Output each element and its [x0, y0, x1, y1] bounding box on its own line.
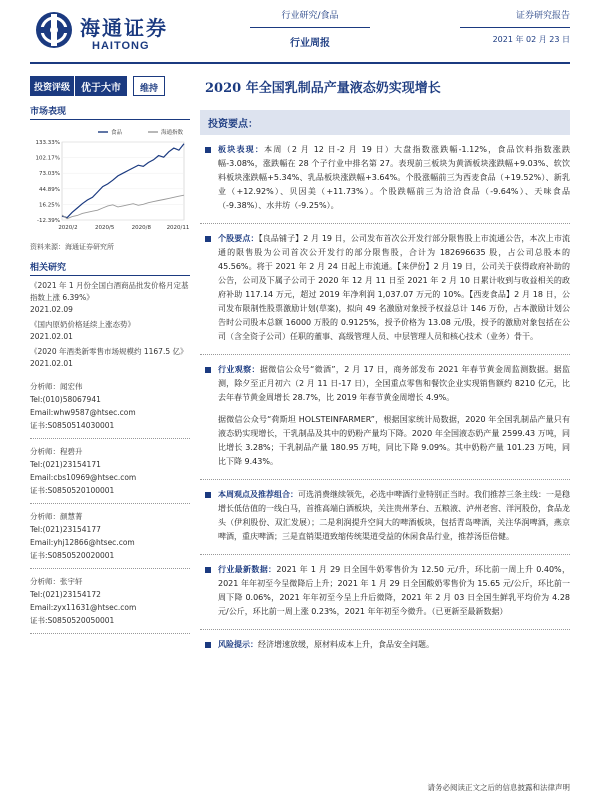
- legend-label: 海通指数: [161, 130, 184, 136]
- bullet-label: 行业最新数据：: [218, 565, 277, 574]
- section-divider: [200, 223, 570, 224]
- report-title: 2020 年全国乳制品产量液态奶实现增长: [205, 81, 441, 96]
- bullet-label: 本周观点及推荐组合：: [218, 490, 298, 499]
- market-heading: 市场表现: [30, 104, 190, 120]
- bullet-square-icon: [205, 492, 211, 498]
- y-tick-label: 16.25%: [39, 202, 60, 209]
- analyst-tel: Tel:(010)58067941: [30, 395, 101, 404]
- analyst-cert: 证书:S0850514030001: [30, 421, 115, 430]
- analyst-cert: 证书:S0850520050001: [30, 616, 115, 625]
- series-line-food: [62, 144, 184, 218]
- bullet-text: 【良品铺子】2 月 19 日，公司发布首次公开发行部分限售股上市流通公告，本次上市流通的限售股为公司首次公开发行的部分限售股，合计为 182696635 股，占公司总股本的 45.56%。将于 2021 年 2 月 24 日起上市流通。【来伊份】2 月 19 日，公司关于获得政府补助的公告，公司及下属子公司于 2020 年 12 月 11 日至 2021 年 2 月 10 日累计收到与收益相关的政府补助 117.14 万元，超过 2019 年净利润 1,037.07 万元的 10%。【西麦食品】2 月 18 日，公司发布限制性股票激励计划(草案)，拟向 49 名激励对象授予权益总计 146 万份，占本激励计划公告时公司股本总额 16000 万股的 0.9125%，授予价格为 13.08 元/股，授予的激励对象包括在公司（含全资子公司）任职的董事、高级管理人员、中层管理人员和核心技术（业务）骨干。: [218, 234, 570, 341]
- x-tick-label: 2020/11: [166, 225, 190, 231]
- analyst-card: [30, 510, 190, 569]
- related-item[interactable]: [30, 319, 190, 343]
- report-header: [0, 0, 600, 62]
- related-item[interactable]: [30, 346, 190, 370]
- bullet-square-icon: [205, 642, 211, 648]
- rating-bar: [30, 76, 165, 96]
- rating-status: 维持: [133, 76, 165, 96]
- analyst-card: [30, 380, 190, 439]
- chart-frame: [62, 142, 184, 220]
- related-item-title[interactable]: 《2020 年酒类新零售市场规模约 1167.5 亿》: [30, 347, 188, 356]
- related-item-date: 2021.02.01: [30, 359, 73, 368]
- section-divider: [200, 554, 570, 555]
- bullet-risk-warning: [200, 638, 570, 652]
- bullet-square-icon: [205, 367, 211, 373]
- related-heading: 相关研究: [30, 260, 190, 276]
- header-divider: [30, 62, 570, 64]
- header-category: 行业研究/食品: [250, 8, 370, 28]
- bullet-label: 板块表现：: [218, 145, 265, 154]
- section-divider: [200, 629, 570, 630]
- series-line-haitong-index: [62, 195, 184, 219]
- bullet-square-icon: [205, 236, 211, 242]
- analyst-name: 分析师：闻宏伟: [30, 382, 83, 391]
- rating-label: 投资评级: [30, 76, 74, 96]
- analyst-name: 分析师：张宇轩: [30, 577, 83, 586]
- analyst-email[interactable]: Email:zyx11631@htsec.com: [30, 603, 137, 612]
- analyst-cert: 证书:S0850520100001: [30, 486, 115, 495]
- section-divider: [200, 479, 570, 480]
- bullet-latest-data: [200, 563, 570, 619]
- bullet-sector-performance: [200, 143, 570, 213]
- header-date: 2021 年 02 月 23 日: [492, 35, 570, 44]
- section-divider: [200, 354, 570, 355]
- company-logo: [34, 10, 184, 56]
- y-tick-label: 44.89%: [39, 186, 60, 193]
- bullet-label: 行业观察：: [218, 365, 260, 374]
- x-tick-label: 2020/8: [131, 225, 152, 231]
- y-tick-label: 102.17%: [35, 155, 60, 162]
- logo-text-en: HAITONG: [92, 40, 150, 52]
- x-tick-label: 2020/5: [94, 225, 115, 231]
- header-doc-type: 证券研究报告: [460, 8, 570, 28]
- header-category-block: [250, 8, 370, 49]
- analyst-name: 分析师：颜慧菁: [30, 512, 83, 521]
- main-content: [200, 104, 570, 652]
- analyst-tel: Tel:(021)23154171: [30, 460, 101, 469]
- x-tick-label: 2020/2: [58, 225, 78, 231]
- bullet-label: 风险提示：: [218, 640, 258, 649]
- bullet-text: 据微信公众号“微酒”，2 月 17 日，商务部发布 2021 年春节黄金周监测数据。据监测，除夕至正月初六（2 月 11 日-17 日），全国重点零售和餐饮企业实现销售额约 8210 亿元，比去年春节黄金周增长 28.7%，比 2019 年春节黄金周增长 4.9%。: [218, 365, 570, 402]
- bullet-industry-observation: [200, 363, 570, 405]
- dairy-paragraph: 据微信公众号“荷斯坦 HOLSTEINFARMER”，根据国家统计局数据，2020 年全国乳制品产量只有液态奶实现增长，干乳制品及其中的奶粉产量均下降。2020 年全国液态奶产量 2599.43 万吨，同比增长 3.28%；干乳制品产量 180.95 万吨，同比下降 9.09%。其中奶粉产量 101.23 万吨，同比下降 9.43%。: [218, 415, 570, 466]
- bullet-square-icon: [205, 147, 211, 153]
- y-tick-label: 73.03%: [39, 171, 60, 178]
- left-sidebar: [30, 104, 190, 640]
- related-item-date: 2021.02.09: [30, 305, 73, 314]
- analyst-tel: Tel:(021)23154172: [30, 590, 101, 599]
- analyst-name: 分析师：程碧升: [30, 447, 83, 456]
- market-chart-svg: [30, 124, 190, 236]
- key-points-heading: 投资要点：: [200, 110, 570, 135]
- analyst-email[interactable]: Email:whw9587@htsec.com: [30, 408, 136, 417]
- analyst-card: [30, 575, 190, 634]
- bullet-square-icon: [205, 567, 211, 573]
- legend-label: 食品: [111, 130, 123, 136]
- analyst-card: [30, 445, 190, 504]
- bullet-text: 经济增速放缓，原材料成本上升，食品安全问题。: [258, 640, 434, 649]
- related-item-title[interactable]: 《国内原奶价格延续上涨态势》: [30, 320, 135, 329]
- header-report-type: 行业周报: [290, 38, 330, 49]
- related-item-date: 2021.02.01: [30, 332, 73, 341]
- bullet-label: 个股要点：: [218, 234, 259, 243]
- chart-source: 资料来源：海通证券研究所: [30, 243, 114, 251]
- analyst-tel: Tel:(021)23154177: [30, 525, 101, 534]
- bullet-text: 2021 年 1 月 29 日全国牛奶零售价为 12.50 元/升，环比前一周上升 0.40%，2021 年年初至今呈微降后上升；2021 年 1 月 29 日全国酸奶零售价为 15.65 元/公斤，环比前一周下降 0.06%，2021 年年初至今呈上升后微降，2021 年 2 月 03 日全国生鲜乳平均价为 4.28 元/公斤，环比前一周上涨 0.23%，2021 年年初至今微升。（已更新至最新数据）: [218, 565, 571, 616]
- analyst-cert: 证书:S0850520020001: [30, 551, 115, 560]
- logo-emblem-icon: [34, 10, 74, 50]
- logo-text-cn: 海通证券: [80, 16, 168, 40]
- market-chart: [30, 124, 190, 236]
- analyst-email[interactable]: Email:yhj12866@htsec.com: [30, 538, 135, 547]
- related-list: [30, 280, 190, 370]
- bullet-stock-highlights: [200, 232, 570, 344]
- footer-disclaimer: 请务必阅读正文之后的信息披露和法律声明: [427, 783, 570, 792]
- y-tick-label: 133.33%: [35, 140, 60, 146]
- related-item[interactable]: [30, 280, 190, 316]
- bullet-text: 可选消费继续领先，必选中啤酒行业特别正当时。我们推荐三条主线：一是稳增长低估值的一线白马，首推高端白酒板块，关注贵州茅台、五粮液、泸州老窖、洋河股份，食品龙头（伊利股份、双汇发展）；二是利润提升空间大的啤酒板块，包括青岛啤酒，关注华润啤酒，燕京啤酒，重庆啤酒；三是直销渠道致缩传统渠道受益的休闲食品行业，推荐汤臣倍健。: [218, 490, 570, 541]
- bullet-text: 本周（2 月 12 日-2 月 19 日）大盘指数涨跌幅-1.12%，食品饮料指数涨跌幅-3.08%，涨跌幅在 28 个子行业中排名第 27。表现前三板块为黄酒板块涨跌幅+9.03%、软饮料板块涨跌幅+5.34%、乳品板块涨跌幅+3.64%。个股涨幅前三为西麦食品（+19.52%）、新乳业（+12.92%）、贝因美（+11.73%）。个股跌幅前三为洽洽食品（-9.64%）、天味食品（-9.38%）、水井坊（-9.25%）。: [218, 145, 571, 210]
- bullet-weekly-view: [200, 488, 570, 544]
- analyst-email[interactable]: Email:cbs10969@htsec.com: [30, 473, 137, 482]
- analyst-list: [30, 380, 190, 634]
- y-tick-label: -12.39%: [37, 218, 60, 224]
- rating-value: 优于大市: [74, 76, 127, 96]
- header-meta-block: [460, 8, 570, 45]
- related-item-title[interactable]: 《2021 年 1 月份全国白酒商品批发价格月定基指数上涨 6.39%》: [30, 281, 189, 302]
